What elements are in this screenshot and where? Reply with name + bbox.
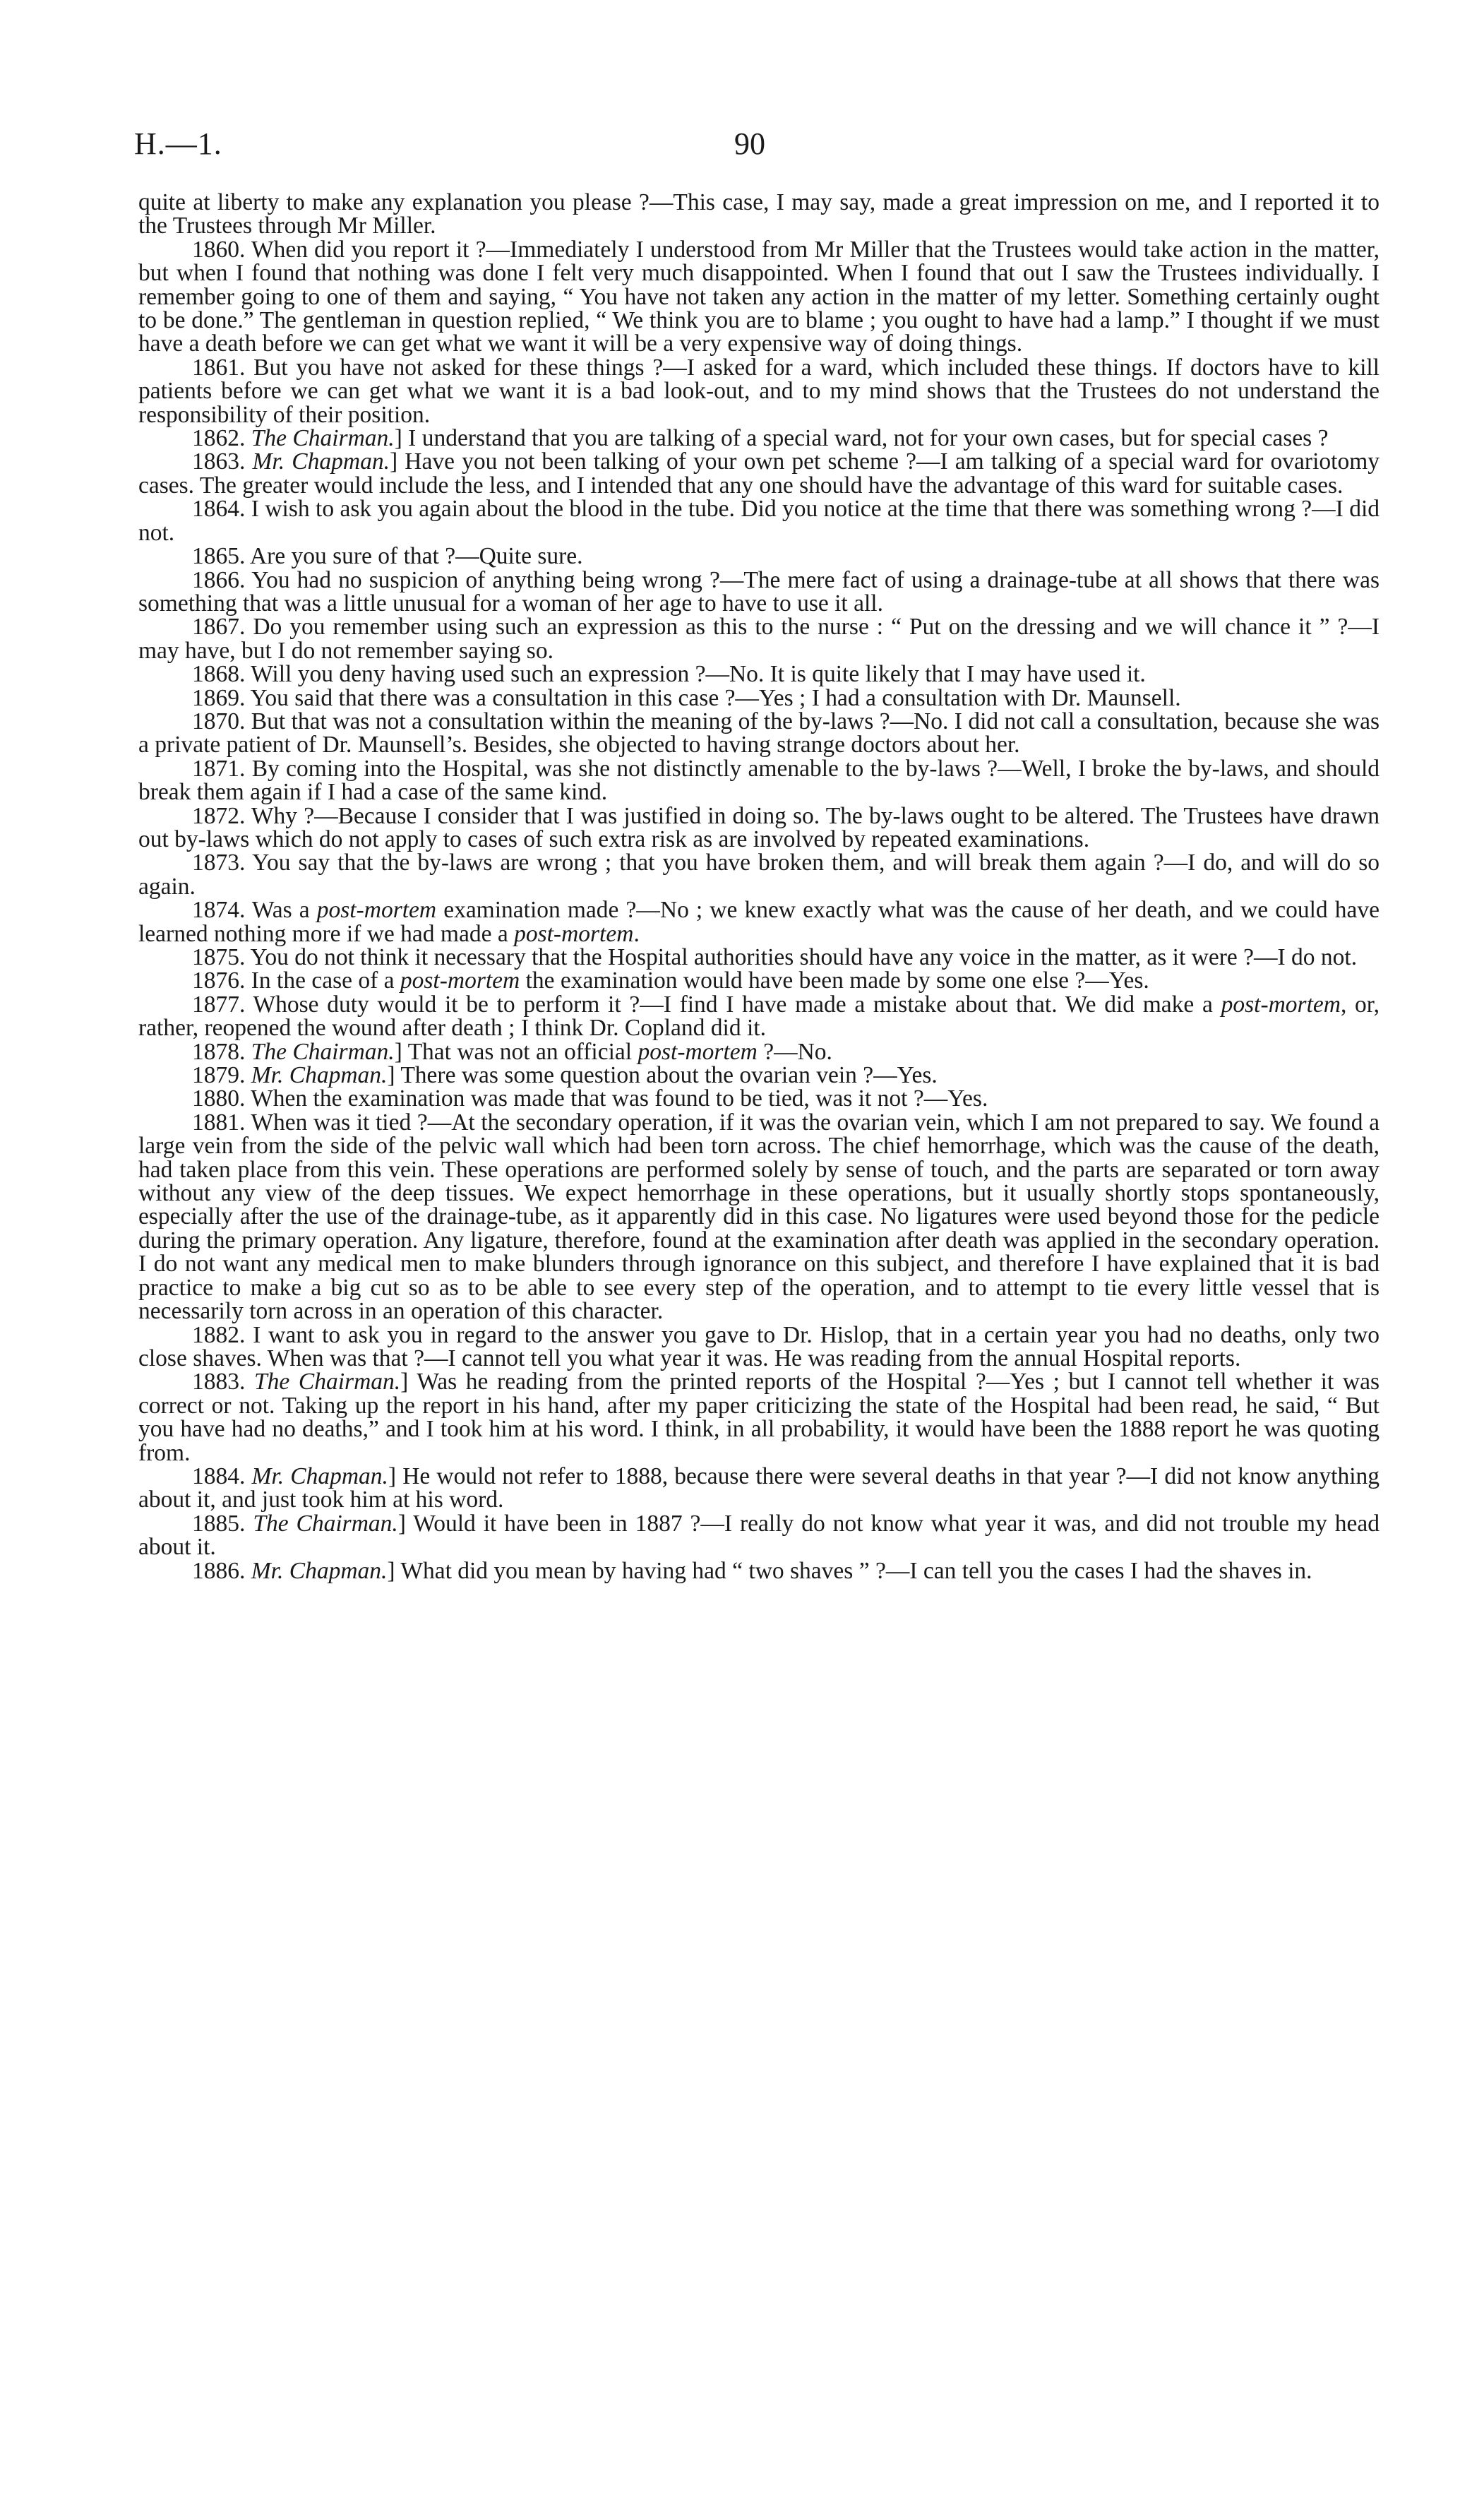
page-header [134,126,1384,168]
speaker-name: The Chairman. [251,425,395,452]
question-1880: 1880. When the examination was made that was found to be tied, was it not ?—Yes. [192,1085,988,1112]
question-1872: 1872. Why ?—Because I consider that I was justified in doing so. The by-laws ought to be altered. The Trustees have drawn out by-laws which do not apply to cases of such extra risk as are involved by repeated examinations. [138,802,1380,852]
question-1871: 1871. By coming into the Hospital, was she not distinctly amenable to the by-laws ?—Well, I broke the by-laws, and should break them again if I had a case of the same kind. [138,755,1380,806]
speaker-name: The Chairman. [253,1510,398,1537]
question-1862: 1862. The Chairman.] I understand that you are talking of a special ward, not for your own cases, but for special cases ? [192,425,1329,452]
speaker-name: Mr. Chapman. [251,1463,388,1489]
question-1883: 1883. The Chairman.] Was he reading from the printed reports of the Hospital ?—Yes ; but I cannot tell whether it was correct or not. Taking up the report in his hand, after my paper criticizing the state of the Hospital had been read, he said, “ But you have had no deaths,” and I took him at his word. I think, in all probability, it would have been the 1888 report he was quoting from. [138,1369,1380,1466]
question-1868: 1868. Will you deny having used such an expression ?—No. It is quite likely that I may have used it. [192,661,1146,688]
speaker-name: Mr. Chapman. [252,448,390,475]
question-1874: 1874. Was a post-mortem examination made ?—No ; we knew exactly what was the cause of her death, and we could have learned nothing more if we had made a post-mortem. [138,897,1380,947]
question-1865: 1865. Are you sure of that ?—Quite sure. [192,543,583,570]
question-1870: 1870. But that was not a consultation within the meaning of the by-laws ?—No. I did not call a consultation, because she was a private patient of Dr. Maunsell’s. Besides, she objected to having strange doctors about her. [138,708,1380,758]
paragraph-continuation: quite at liberty to make any explanation you please ?—This case, I may say, made a great impression on me, and I reported it to the Trustees through Mr Miller. [138,189,1380,239]
question-1884: 1884. Mr. Chapman.] He would not refer to 1888, because there were several deaths in that year ?—I did not know anything about it, and just took him at his word. [138,1463,1380,1513]
page-number: 90 [734,126,765,161]
question-1863: 1863. Mr. Chapman.] Have you not been talking of your own pet scheme ?—I am talking of a special ward for ovariotomy cases. The greater would include the less, and I intended that any one should have the advantage of this ward for suitable cases. [138,448,1380,499]
transcript-body [138,191,1380,1583]
document-reference: H.—1. [134,126,222,161]
question-1877: 1877. Whose duty would it be to perform it ?—I find I have made a mistake about that. We did make a post-mortem, or, rather, reopened the wound after death ; I think Dr. Copland did it. [138,991,1380,1042]
question-1879: 1879. Mr. Chapman.] There was some question about the ovarian vein ?—Yes. [192,1062,938,1089]
question-1861: 1861. But you have not asked for these things ?—I asked for a ward, which included these things. If doctors have to kill patients before we can get what we want it is a bad look-out, and to my mind shows that the Trustees do not understand the responsibility of their position. [138,354,1380,428]
question-1875: 1875. You do not think it necessary that the Hospital authorities should have any voice in the matter, as it were ?—I do not. [192,944,1358,970]
speaker-name: Mr. Chapman. [251,1062,388,1089]
question-1881: 1881. When was it tied ?—At the secondary operation, if it was the ovarian vein, which I am not prepared to say. We found a large vein from the side of the pelvic wall which had been torn across. The chief hemorrhage, which was the cause of the death, had taken place from this vein. These operations are performed solely by sense of touch, and the parts are separated or torn away without any view of the deep tissues. We expect hemorrhage in these operations, but it usually shortly stops spontaneously, especially after the use of the drainage-tube, as it apparently did in this case. No ligatures were used beyond those for the pedicle during the primary operation. Any ligature, therefore, found at the examination after death was applied in the secondary operation. I do not want any medical men to make blunders through ignorance on this subject, and therefore I have explained that it is bad practice to make a big cut so as to be able to see every step of the operation, and to attempt to tie every little vessel that is necessarily torn across in an operation of this character. [138,1109,1380,1325]
speaker-name: The Chairman. [251,1038,395,1065]
question-1882: 1882. I want to ask you in regard to the answer you gave to Dr. Hislop, that in a certain year you had no deaths, only two close shaves. When was that ?—I cannot tell you what year it was. He was reading from the annual Hospital reports. [138,1321,1380,1371]
speaker-name: Mr. Chapman. [251,1557,388,1584]
question-1866: 1866. You had no suspicion of anything being wrong ?—The mere fact of using a drainage-tube at all shows that there was something that was a little unusual for a woman of her age to have to use it all. [138,566,1380,617]
question-1860: 1860. When did you report it ?—Immediately I understood from Mr Miller that the Trustees would take action in the matter, but when I found that nothing was done I felt very much disappointed. When I found that out I saw the Trustees individually. I remember going to one of them and saying, “ You have not taken any action in the matter of my letter. Something certainly ought to be done.” The gentleman in question replied, “ We think you are to blame ; you ought to have had a lamp.” I thought if we must have a death before we can get what we want it will be a very expensive way of doing things. [138,236,1380,357]
question-1869: 1869. You said that there was a consultation in this case ?—Yes ; I had a consultation with Dr. Maunsell. [192,684,1181,711]
question-1867: 1867. Do you remember using such an expression as this to the nurse : “ Put on the dressing and we will chance it ” ?—I may have, but I do not remember saying so. [138,614,1380,664]
question-1864: 1864. I wish to ask you again about the blood in the tube. Did you notice at the time that there was something wrong ?—I did not. [138,496,1380,546]
speaker-name: The Chairman. [254,1369,401,1395]
question-1873: 1873. You say that the by-laws are wrong ; that you have broken them, and will break them again ?—I do, and will do so again. [138,850,1380,900]
question-1886: 1886. Mr. Chapman.] What did you mean by having had “ two shaves ” ?—I can tell you the cases I had the shaves in. [192,1557,1312,1584]
question-1878: 1878. The Chairman.] That was not an official post-mortem ?—No. [192,1038,832,1065]
question-1885: 1885. The Chairman.] Would it have been in 1887 ?—I really do not know what year it was, and did not trouble my head about it. [138,1510,1380,1561]
question-1876: 1876. In the case of a post-mortem the examination would have been made by some one else ?—Yes. [192,967,1149,994]
